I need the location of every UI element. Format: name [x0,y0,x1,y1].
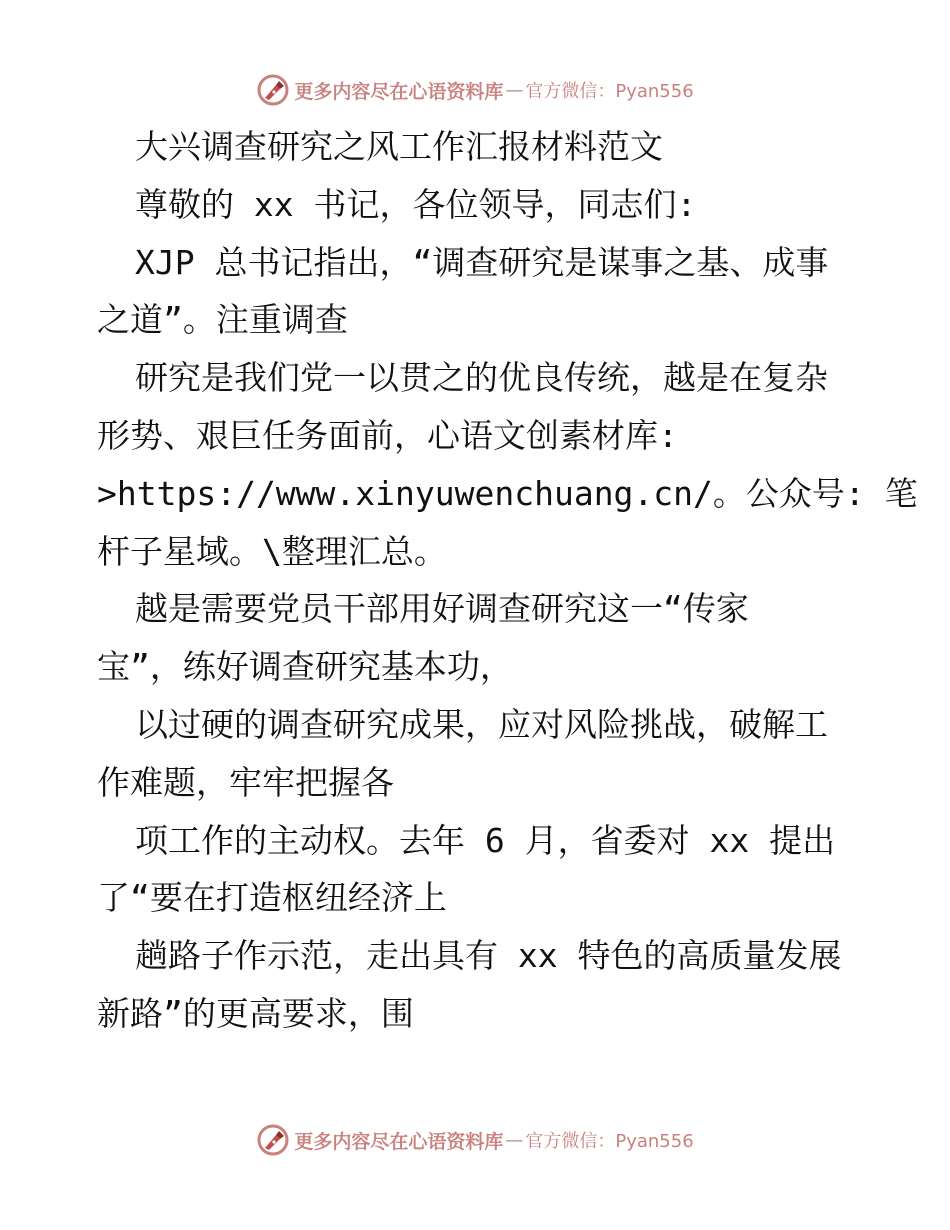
watermark-wechat-text: 官方微信：Pyan556 [525,1131,694,1152]
watermark-wechat-text: 官方微信：Pyan556 [525,81,694,102]
header-watermark [0,70,950,110]
document-body [97,118,918,1043]
paragraph-line: XJP 总书记指出，“调查研究是谋事之基、成事 [135,242,829,282]
footer-watermark [0,1120,950,1160]
paragraph-line: 宝”，练好调查研究基本功， [97,647,513,687]
paragraph-line: 以过硬的调查研究成果，应对风险挑战，破解工 [135,704,828,744]
salutation-line: 尊敬的 xx 书记，各位领导，同志们: [135,184,697,224]
watermark-separator: — [505,1129,524,1151]
paragraph-line: 研究是我们党一以贯之的优良传统，越是在复杂 [135,358,828,398]
watermark-promo-text: 更多内容尽在心语资料库 [294,1130,504,1153]
watermark-promo-text: 更多内容尽在心语资料库 [294,80,504,103]
paragraph-line: 形势、艰巨任务面前，心语文创素材库: [97,415,678,455]
paragraph-line: 越是需要党员干部用好调查研究这一“传家 [135,589,749,629]
document-title: 大兴调查研究之风工作汇报材料范文 [135,127,663,166]
pen-nib-circle-icon [256,1123,290,1157]
paragraph-line: 了“要在打造枢纽经济上 [97,878,447,918]
paragraph-line-url: >https://www.xinyuwenchuang.cn/。公众号: 笔 [97,473,918,513]
paragraph-line: 杆子星域。\整理汇总。 [97,531,447,571]
paragraph-line: 作难题，牢牢把握各 [97,762,394,802]
paragraph-line: 之道”。注重调查 [97,300,348,340]
paragraph-line: 项工作的主动权。去年 6 月，省委对 xx 提出 [135,820,836,860]
paragraph-line: 新路”的更高要求，围 [97,993,414,1033]
paragraph-line: 趟路子作示范，走出具有 xx 特色的高质量发展 [135,936,842,976]
pen-nib-circle-icon [256,73,290,107]
watermark-separator: — [505,79,524,101]
